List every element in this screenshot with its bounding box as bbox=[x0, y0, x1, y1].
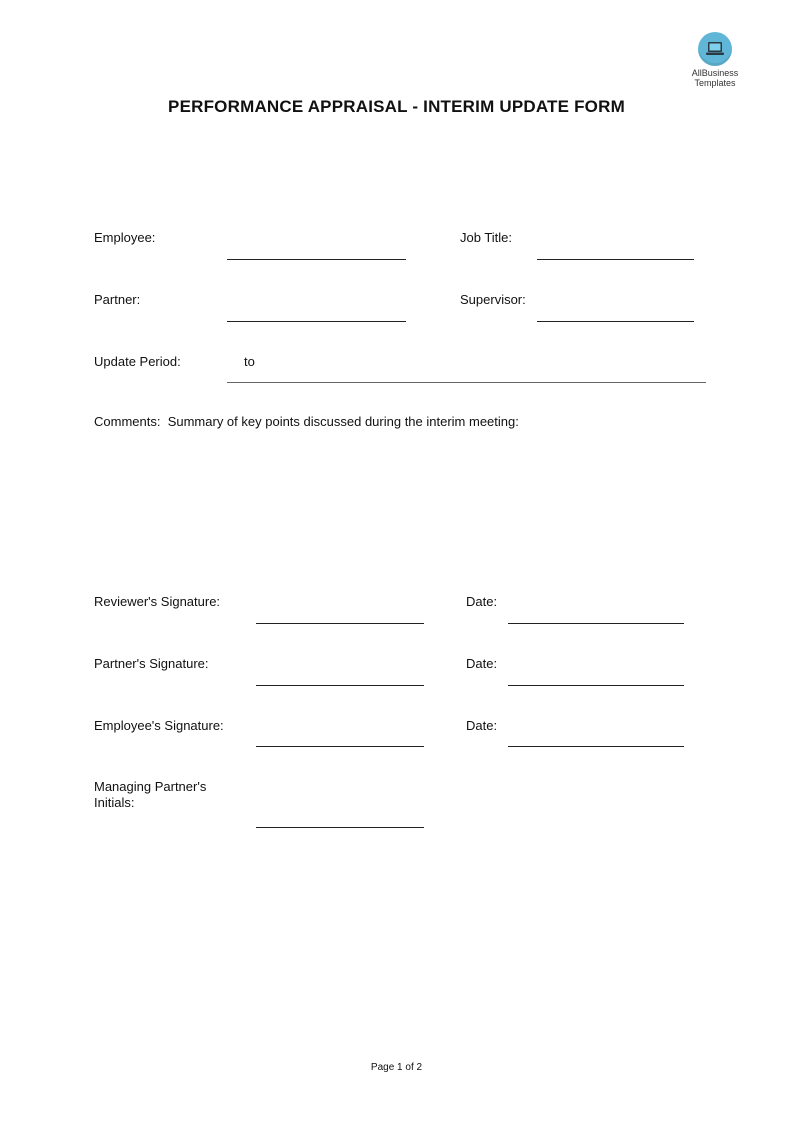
reviewer-date-field[interactable] bbox=[508, 623, 684, 624]
partner-signature-field[interactable] bbox=[256, 685, 424, 686]
managing-partner-line2: Initials: bbox=[94, 795, 135, 810]
managing-partner-line1: Managing Partner's bbox=[94, 779, 207, 794]
supervisor-field[interactable] bbox=[537, 321, 694, 322]
comments-text bbox=[94, 414, 519, 430]
managing-partner-initials-field[interactable] bbox=[256, 827, 424, 828]
reviewer-signature-field[interactable] bbox=[256, 623, 424, 624]
employee-label: Employee: bbox=[94, 230, 156, 245]
comments-prompt: Summary of key points discussed during the interim meeting: bbox=[167, 414, 519, 429]
comments-label: Comments: bbox=[94, 414, 161, 429]
partner-signature-label: Partner's Signature: bbox=[94, 656, 209, 671]
partner-date-field[interactable] bbox=[508, 685, 684, 686]
logo-text bbox=[683, 68, 747, 88]
laptop-icon bbox=[698, 32, 732, 66]
page-number: Page 1 of 2 bbox=[370, 1062, 423, 1073]
partner-field[interactable] bbox=[227, 321, 406, 322]
logo-text-line2: Templates bbox=[694, 78, 736, 88]
reviewer-signature-label: Reviewer's Signature: bbox=[94, 594, 221, 609]
job-title-field[interactable] bbox=[537, 259, 694, 260]
update-period-field[interactable] bbox=[227, 382, 706, 383]
to-label: to bbox=[244, 354, 255, 369]
partner-label: Partner: bbox=[94, 292, 141, 307]
employee-signature-label: Employee's Signature: bbox=[94, 718, 224, 733]
reviewer-date-label: Date: bbox=[466, 594, 498, 609]
page-title: PERFORMANCE APPRAISAL - INTERIM UPDATE FORM bbox=[168, 97, 625, 116]
supervisor-label: Supervisor: bbox=[460, 292, 526, 307]
logo-text-line1: AllBusiness bbox=[691, 68, 739, 78]
employee-signature-field[interactable] bbox=[256, 746, 424, 747]
logo bbox=[683, 32, 747, 88]
employee-date-label: Date: bbox=[466, 718, 498, 733]
update-period-label: Update Period: bbox=[94, 354, 181, 369]
job-title-label: Job Title: bbox=[460, 230, 513, 245]
employee-field[interactable] bbox=[227, 259, 406, 260]
employee-date-field[interactable] bbox=[508, 746, 684, 747]
partner-date-label: Date: bbox=[466, 656, 498, 671]
managing-partner-initials-label bbox=[94, 779, 206, 811]
